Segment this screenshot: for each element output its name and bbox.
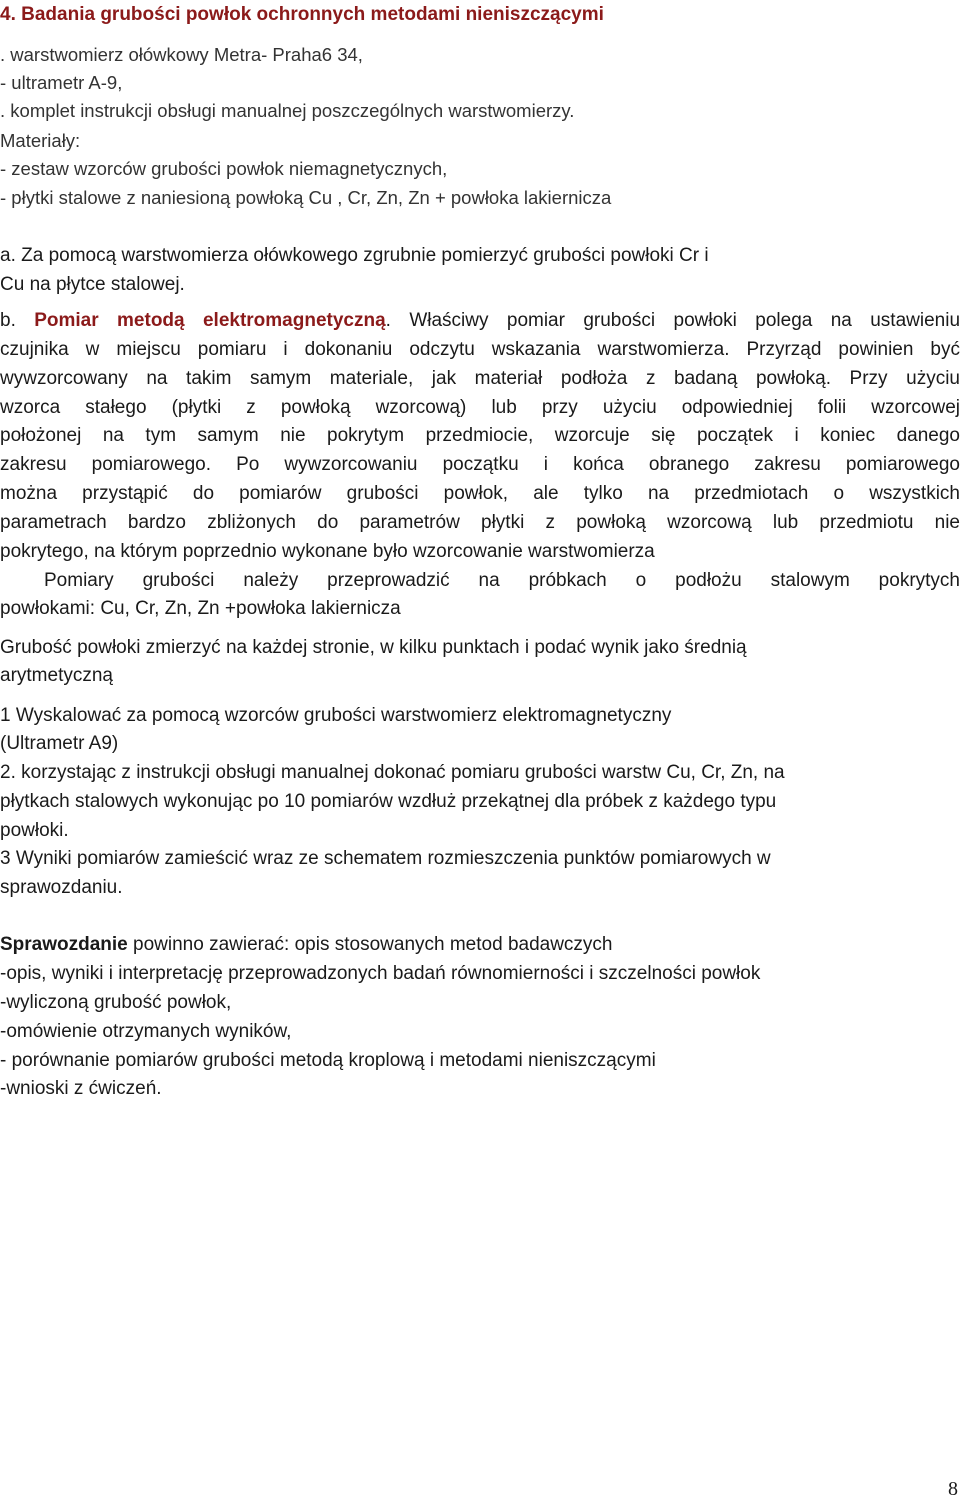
step-b-line-rest: . Właściwy pomiar grubości powłoki polega na ustawieniu xyxy=(385,310,960,331)
step-b-line: czujnika w miejscu pomiaru i dokonaniu odczytu wskazania warstwomierza. Przyrząd powinien być xyxy=(0,339,960,360)
step-line: (Ultrametr A9) xyxy=(0,733,119,754)
materials-item: - płytki stalowe z naniesioną powłoką Cu , Cr, Zn, Zn + powłoka lakiernicza xyxy=(0,187,612,208)
report-item: - porównanie pomiarów grubości metodą kroplową i metodami nieniszczącymi xyxy=(0,1050,656,1071)
step-b-line: parametrach bardzo zbliżonych do parametrów płytki z powłoką wzorcową lub przedmiotu nie xyxy=(0,512,960,533)
step-b-line: wzorca stałego (płytki z powłoką wzorcową) lub przy użyciu odpowiedniej folii wzorcowej xyxy=(0,397,960,418)
step-b-line: pokrytego, na którym poprzednio wykonane było wzorcowanie warstwomierza xyxy=(0,541,655,562)
step-b-line: można przystąpić do pomiarów grubości powłok, ale tylko na przedmiotach o wszystkich xyxy=(0,483,960,504)
report-bold-label: Sprawozdanie xyxy=(0,934,128,955)
step-a-line: Cu na płytce stalowej. xyxy=(0,274,185,295)
report-item: -wyliczoną grubość powłok, xyxy=(0,992,232,1013)
measure-line: Grubość powłoki zmierzyć na każdej stronie, w kilku punktach i podać wynik jako średnią xyxy=(0,637,747,658)
step-line: płytkach stalowych wykonując po 10 pomiarów wzdłuż przekątnej dla próbek z każdego typu xyxy=(0,791,777,812)
equipment-item: . warstwomierz ołówkowy Metra- Praha6 34, xyxy=(0,44,363,65)
step-b-line: zakresu pomiarowego. Po wywzorcowaniu początku i końca obranego zakresu pomiarowego xyxy=(0,454,960,475)
step-b-line: wywzorcowany na takim samym materiale, jak materiał podłoża z badaną powłoką. Przy użyciu xyxy=(0,368,960,389)
step-a-line: a. Za pomocą warstwomierza ołówkowego zgrubnie pomierzyć grubości powłoki Cr i xyxy=(0,245,709,266)
report-item: -omówienie otrzymanych wyników, xyxy=(0,1021,292,1042)
materials-label: Materiały: xyxy=(0,130,81,151)
step-line: 1 Wyskalować za pomocą wzorców grubości warstwomierz elektromagnetyczny xyxy=(0,705,672,726)
step-b-line: Pomiary grubości należy przeprowadzić na próbkach o podłożu stalowym pokrytych xyxy=(44,570,960,591)
materials-item: - zestaw wzorców grubości powłok niemagnetycznych, xyxy=(0,158,448,179)
step-b-line: położonej na tym samym nie pokrytym przedmiocie, wzorcuje się początek i koniec danego xyxy=(0,425,960,446)
report-item: -wnioski z ćwiczeń. xyxy=(0,1078,162,1099)
step-b-line: powłokami: Cu, Cr, Zn, Zn +powłoka lakiernicza xyxy=(0,598,401,619)
page-number: 8 xyxy=(948,1478,958,1500)
report-item: -opis, wyniki i interpretację przeprowadzonych badań równomierności i szczelności powłok xyxy=(0,963,761,984)
step-line: 2. korzystając z instrukcji obsługi manualnej dokonać pomiaru grubości warstw Cu, Cr, Zn, na xyxy=(0,762,785,783)
section-title: 4. Badania grubości powłok ochronnych metodami nieniszczącymi xyxy=(0,4,604,25)
measure-line: arytmetyczną xyxy=(0,665,113,686)
step-line: 3 Wyniki pomiarów zamieścić wraz ze schematem rozmieszczenia punktów pomiarowych w xyxy=(0,848,771,869)
step-b-bold-title: Pomiar metodą elektromagnetyczną xyxy=(34,310,386,331)
step-b-heading-line xyxy=(0,310,960,332)
equipment-item: . komplet instrukcji obsługi manualnej poszczególnych warstwomierzy. xyxy=(0,100,575,121)
equipment-item: - ultrametr A-9, xyxy=(0,72,123,93)
step-b-prefix: b. xyxy=(0,310,35,331)
step-line: sprawozdaniu. xyxy=(0,877,123,898)
step-line: powłoki. xyxy=(0,820,69,841)
report-intro-rest: powinno zawierać: opis stosowanych metod badawczych xyxy=(127,934,613,955)
report-intro xyxy=(0,934,613,956)
